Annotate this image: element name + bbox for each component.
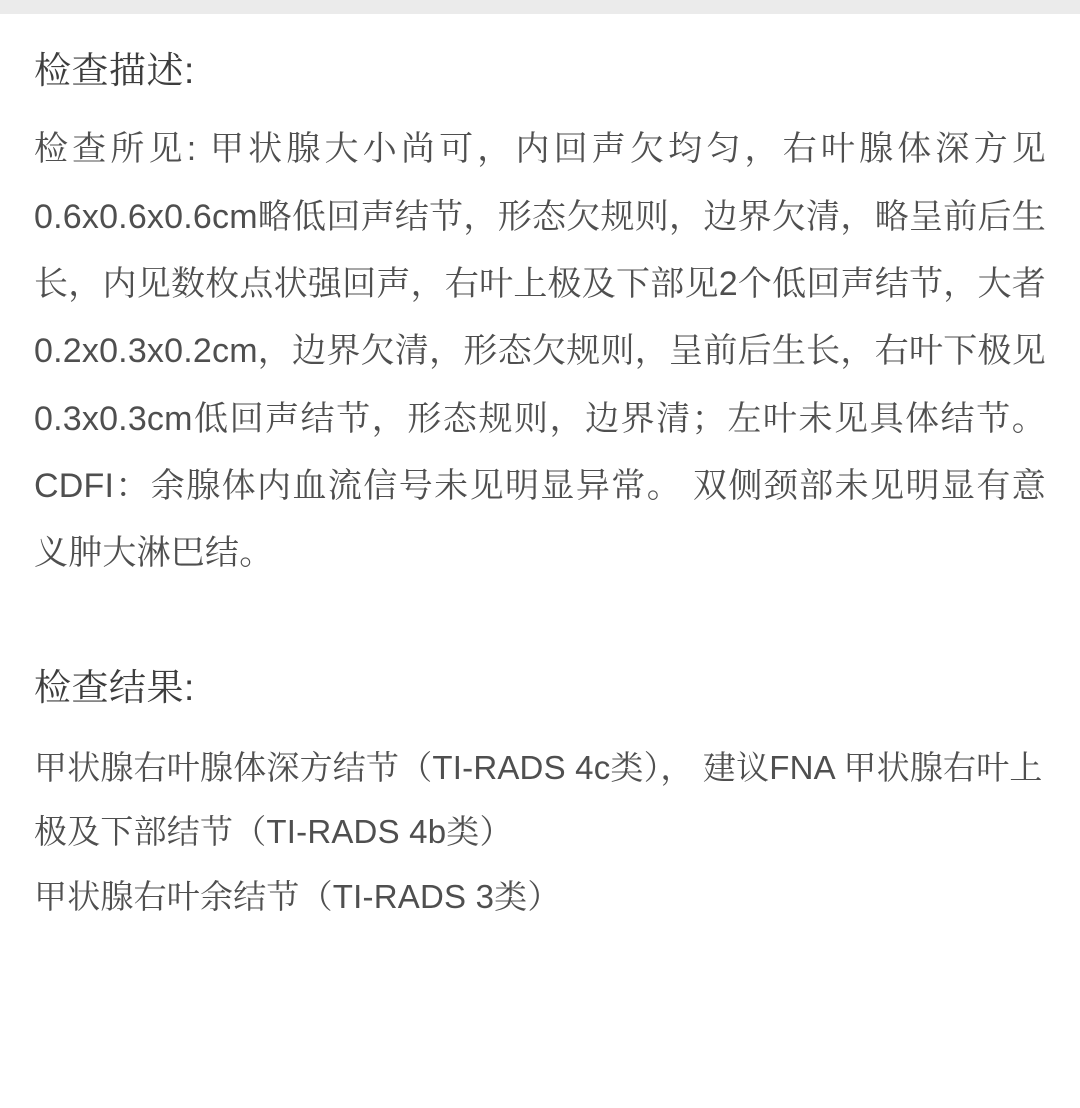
report-content xyxy=(0,14,1080,930)
results-line-2: 甲状腺右叶余结节（TI-RADS 3类） xyxy=(34,878,561,916)
results-title: 检查结果: xyxy=(34,667,195,709)
section-divider-space xyxy=(34,587,1046,665)
results-body xyxy=(34,736,1046,930)
results-line-1: 甲状腺右叶腺体深方结节（TI-RADS 4c类）， 建议FNA 甲状腺右叶上极及下部结节（TI-RADS 4b类） xyxy=(34,748,1043,851)
top-status-bar xyxy=(0,0,1080,14)
findings-section xyxy=(34,48,1046,587)
results-section xyxy=(34,665,1046,929)
findings-body: 检查所见: 甲状腺大小尚可，内回声欠均匀，右叶腺体深方见0.6x0.6x0.6cm略低回声结节，形态欠规则，边界欠清，略呈前后生长，内见数枚点状强回声，右叶上极及下部见2个低回声结节，大者0.2x0.3x0.2cm，边界欠清，形态欠规则，呈前后生长，右叶下极见0.3x0.3cm低回声结节，形态规则，边界清；左叶未见具体结节。CDFI：余腺体内血流信号未见明显异常。 双侧颈部未见明显有意义肿大淋巴结。 xyxy=(34,130,1046,573)
findings-title: 检查描述: xyxy=(34,50,195,91)
